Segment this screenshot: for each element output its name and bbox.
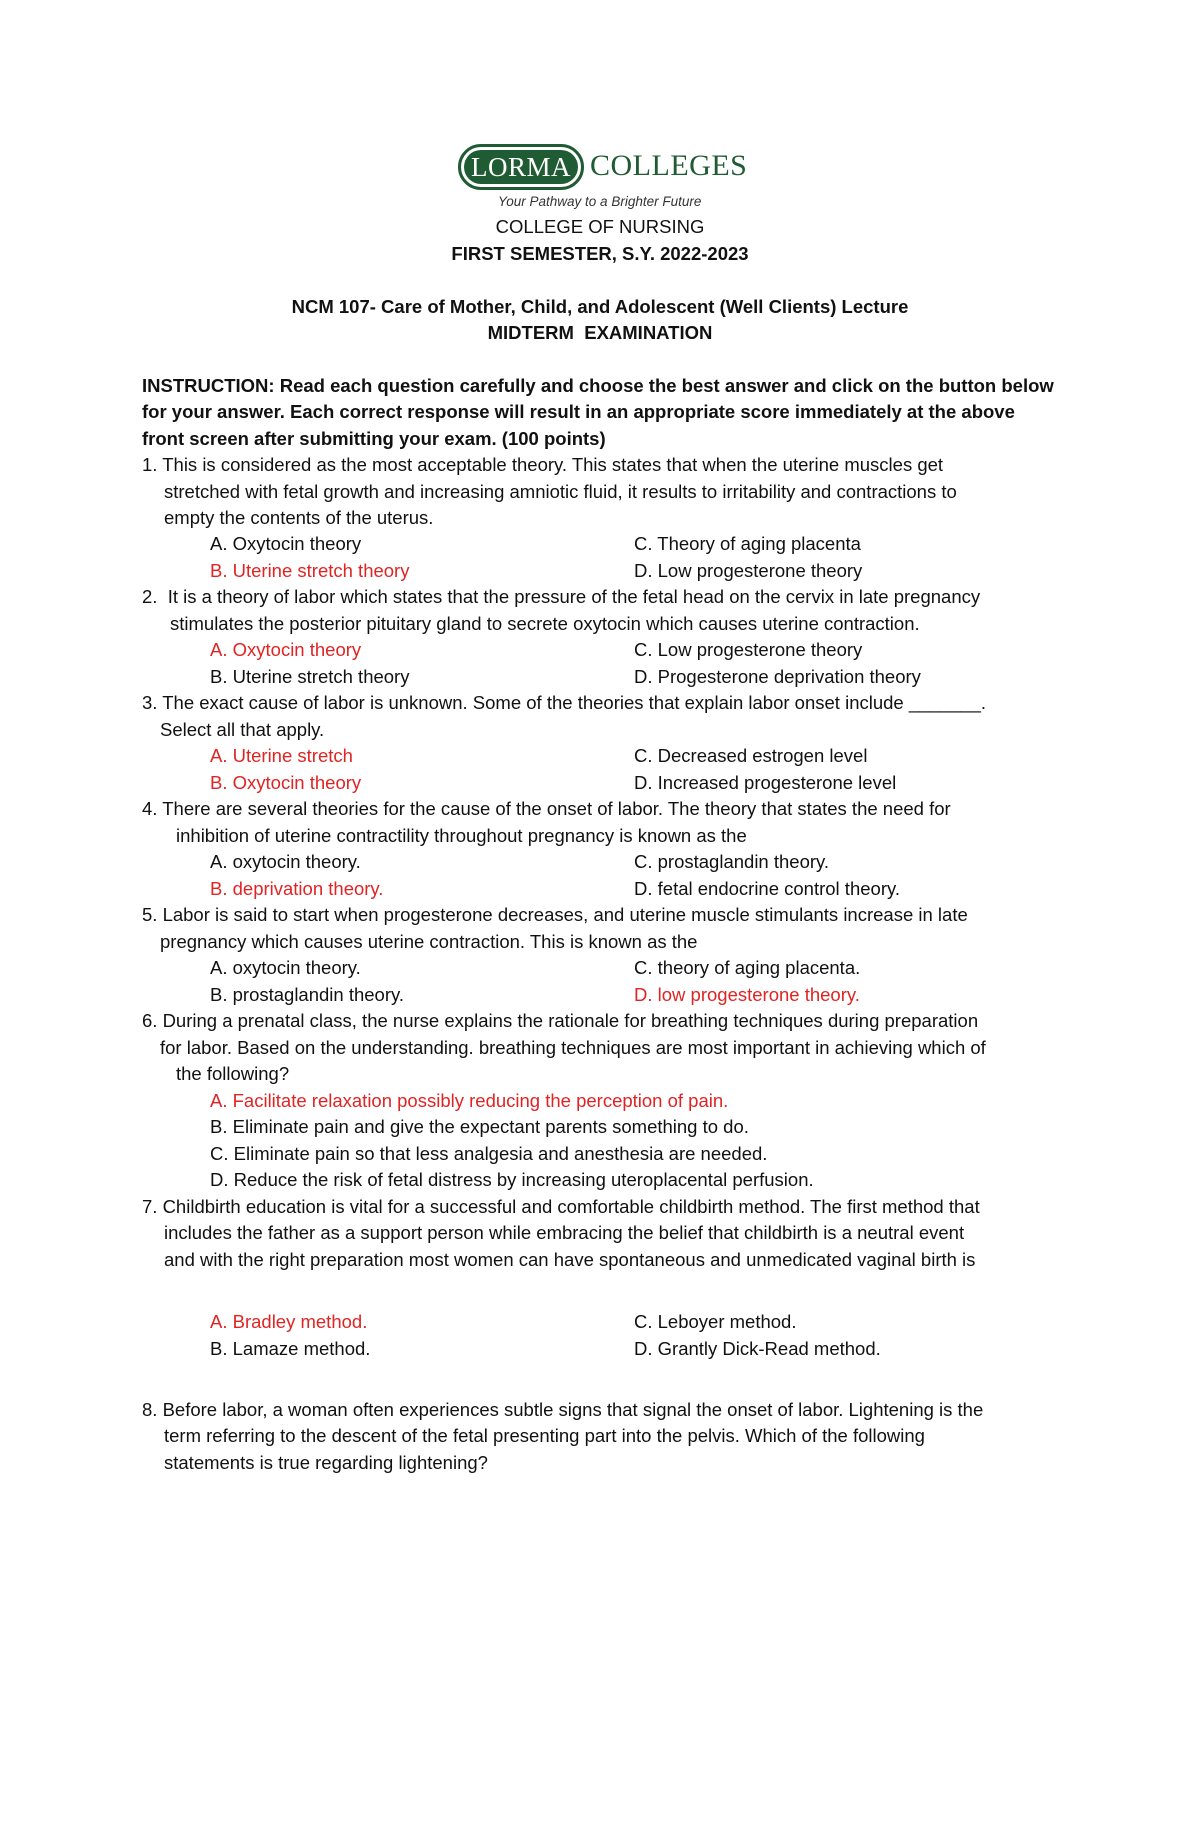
q7-option-a[interactable]: A. Bradley method.: [210, 1311, 368, 1332]
question-5-line-2: pregnancy which causes uterine contraction. This is known as the: [160, 931, 698, 952]
semester-title: FIRST SEMESTER, S.Y. 2022-2023: [451, 243, 749, 264]
question-6-line-2: for labor. Based on the understanding. breathing techniques are most important in achieving which of: [160, 1037, 986, 1058]
q5-option-a[interactable]: A. oxytocin theory.: [210, 957, 361, 978]
lorma-colleges-logo: [458, 140, 748, 216]
q2-option-b[interactable]: B. Uterine stretch theory: [210, 666, 410, 687]
q1-option-c[interactable]: C. Theory of aging placenta: [634, 533, 861, 554]
instruction-line-3: front screen after submitting your exam. (100 points): [142, 428, 606, 449]
question-8-line-3: statements is true regarding lightening?: [164, 1452, 488, 1473]
q2-option-d[interactable]: D. Progesterone deprivation theory: [634, 666, 921, 687]
question-2-line-2: stimulates the posterior pituitary gland to secrete oxytocin which causes uterine contraction.: [170, 613, 920, 634]
q6-option-c[interactable]: C. Eliminate pain so that less analgesia and anesthesia are needed.: [210, 1143, 768, 1164]
q4-option-d[interactable]: D. fetal endocrine control theory.: [634, 878, 900, 899]
instruction-line-2: for your answer. Each correct response will result in an appropriate score immediately at the above: [142, 401, 1015, 422]
question-8-line-2: term referring to the descent of the fetal presenting part into the pelvis. Which of the following: [164, 1425, 925, 1446]
q1-option-b[interactable]: B. Uterine stretch theory: [210, 560, 410, 581]
question-2-line-1: 2. It is a theory of labor which states that the pressure of the fetal head on the cervix in late pregnancy: [142, 586, 981, 607]
q7-option-d[interactable]: D. Grantly Dick-Read method.: [634, 1338, 881, 1359]
q6-option-a[interactable]: A. Facilitate relaxation possibly reducing the perception of pain.: [210, 1090, 729, 1111]
q4-option-b[interactable]: B. deprivation theory.: [210, 878, 384, 899]
q7-option-c[interactable]: C. Leboyer method.: [634, 1311, 797, 1332]
q6-option-b[interactable]: B. Eliminate pain and give the expectant parents something to do.: [210, 1116, 749, 1137]
logo-badge-text: LORMA: [464, 150, 578, 184]
q4-option-c[interactable]: C. prostaglandin theory.: [634, 851, 830, 872]
question-7-line-3: and with the right preparation most women can have spontaneous and unmedicated vaginal birth is: [164, 1249, 976, 1270]
logo-wordmark: COLLEGES: [590, 149, 748, 182]
question-7-line-1: 7. Childbirth education is vital for a successful and comfortable childbirth method. The first method that: [142, 1196, 980, 1217]
q3-option-b[interactable]: B. Oxytocin theory: [210, 772, 362, 793]
question-7-line-2: includes the father as a support person while embracing the belief that childbirth is a neutral event: [164, 1222, 965, 1243]
question-8-line-1: 8. Before labor, a woman often experiences subtle signs that signal the onset of labor. Lightening is the: [142, 1399, 984, 1420]
q5-option-d[interactable]: D. low progesterone theory.: [634, 984, 860, 1005]
question-1-line-3: empty the contents of the uterus.: [164, 507, 434, 528]
question-6-line-1: 6. During a prenatal class, the nurse explains the rationale for breathing techniques during preparation: [142, 1010, 979, 1031]
question-3-line-1: 3. The exact cause of labor is unknown. Some of the theories that explain labor onset include _______.: [142, 692, 987, 713]
q2-option-a[interactable]: A. Oxytocin theory: [210, 639, 362, 660]
exam-title: MIDTERM EXAMINATION: [487, 322, 713, 343]
college-name: COLLEGE OF NURSING: [495, 216, 705, 237]
question-4-line-2: inhibition of uterine contractility throughout pregnancy is known as the: [176, 825, 747, 846]
question-3-line-2: Select all that apply.: [160, 719, 325, 740]
q5-option-c[interactable]: C. theory of aging placenta.: [634, 957, 861, 978]
question-6-line-3: the following?: [176, 1063, 290, 1084]
logo-badge: [458, 144, 584, 190]
question-4-line-1: 4. There are several theories for the cause of the onset of labor. The theory that states the need for: [142, 798, 951, 819]
q1-option-d[interactable]: D. Low progesterone theory: [634, 560, 863, 581]
q2-option-c[interactable]: C. Low progesterone theory: [634, 639, 863, 660]
course-title: NCM 107- Care of Mother, Child, and Adolescent (Well Clients) Lecture: [291, 296, 909, 317]
q3-option-d[interactable]: D. Increased progesterone level: [634, 772, 897, 793]
q3-option-a[interactable]: A. Uterine stretch: [210, 745, 353, 766]
question-1-line-1: 1. This is considered as the most acceptable theory. This states that when the uterine muscles get: [142, 454, 944, 475]
q6-option-d[interactable]: D. Reduce the risk of fetal distress by increasing uteroplacental perfusion.: [210, 1169, 814, 1190]
question-5-line-1: 5. Labor is said to start when progesterone decreases, and uterine muscle stimulants increase in late: [142, 904, 968, 925]
instruction-line-1: INSTRUCTION: Read each question carefully and choose the best answer and click on the button below: [142, 375, 1054, 396]
q7-option-b[interactable]: B. Lamaze method.: [210, 1338, 371, 1359]
q5-option-b[interactable]: B. prostaglandin theory.: [210, 984, 405, 1005]
q3-option-c[interactable]: C. Decreased estrogen level: [634, 745, 868, 766]
logo-tagline: Your Pathway to a Brighter Future: [498, 194, 702, 209]
q4-option-a[interactable]: A. oxytocin theory.: [210, 851, 361, 872]
question-1-line-2: stretched with fetal growth and increasing amniotic fluid, it results to irritability and contractions to: [164, 481, 957, 502]
q1-option-a[interactable]: A. Oxytocin theory: [210, 533, 362, 554]
